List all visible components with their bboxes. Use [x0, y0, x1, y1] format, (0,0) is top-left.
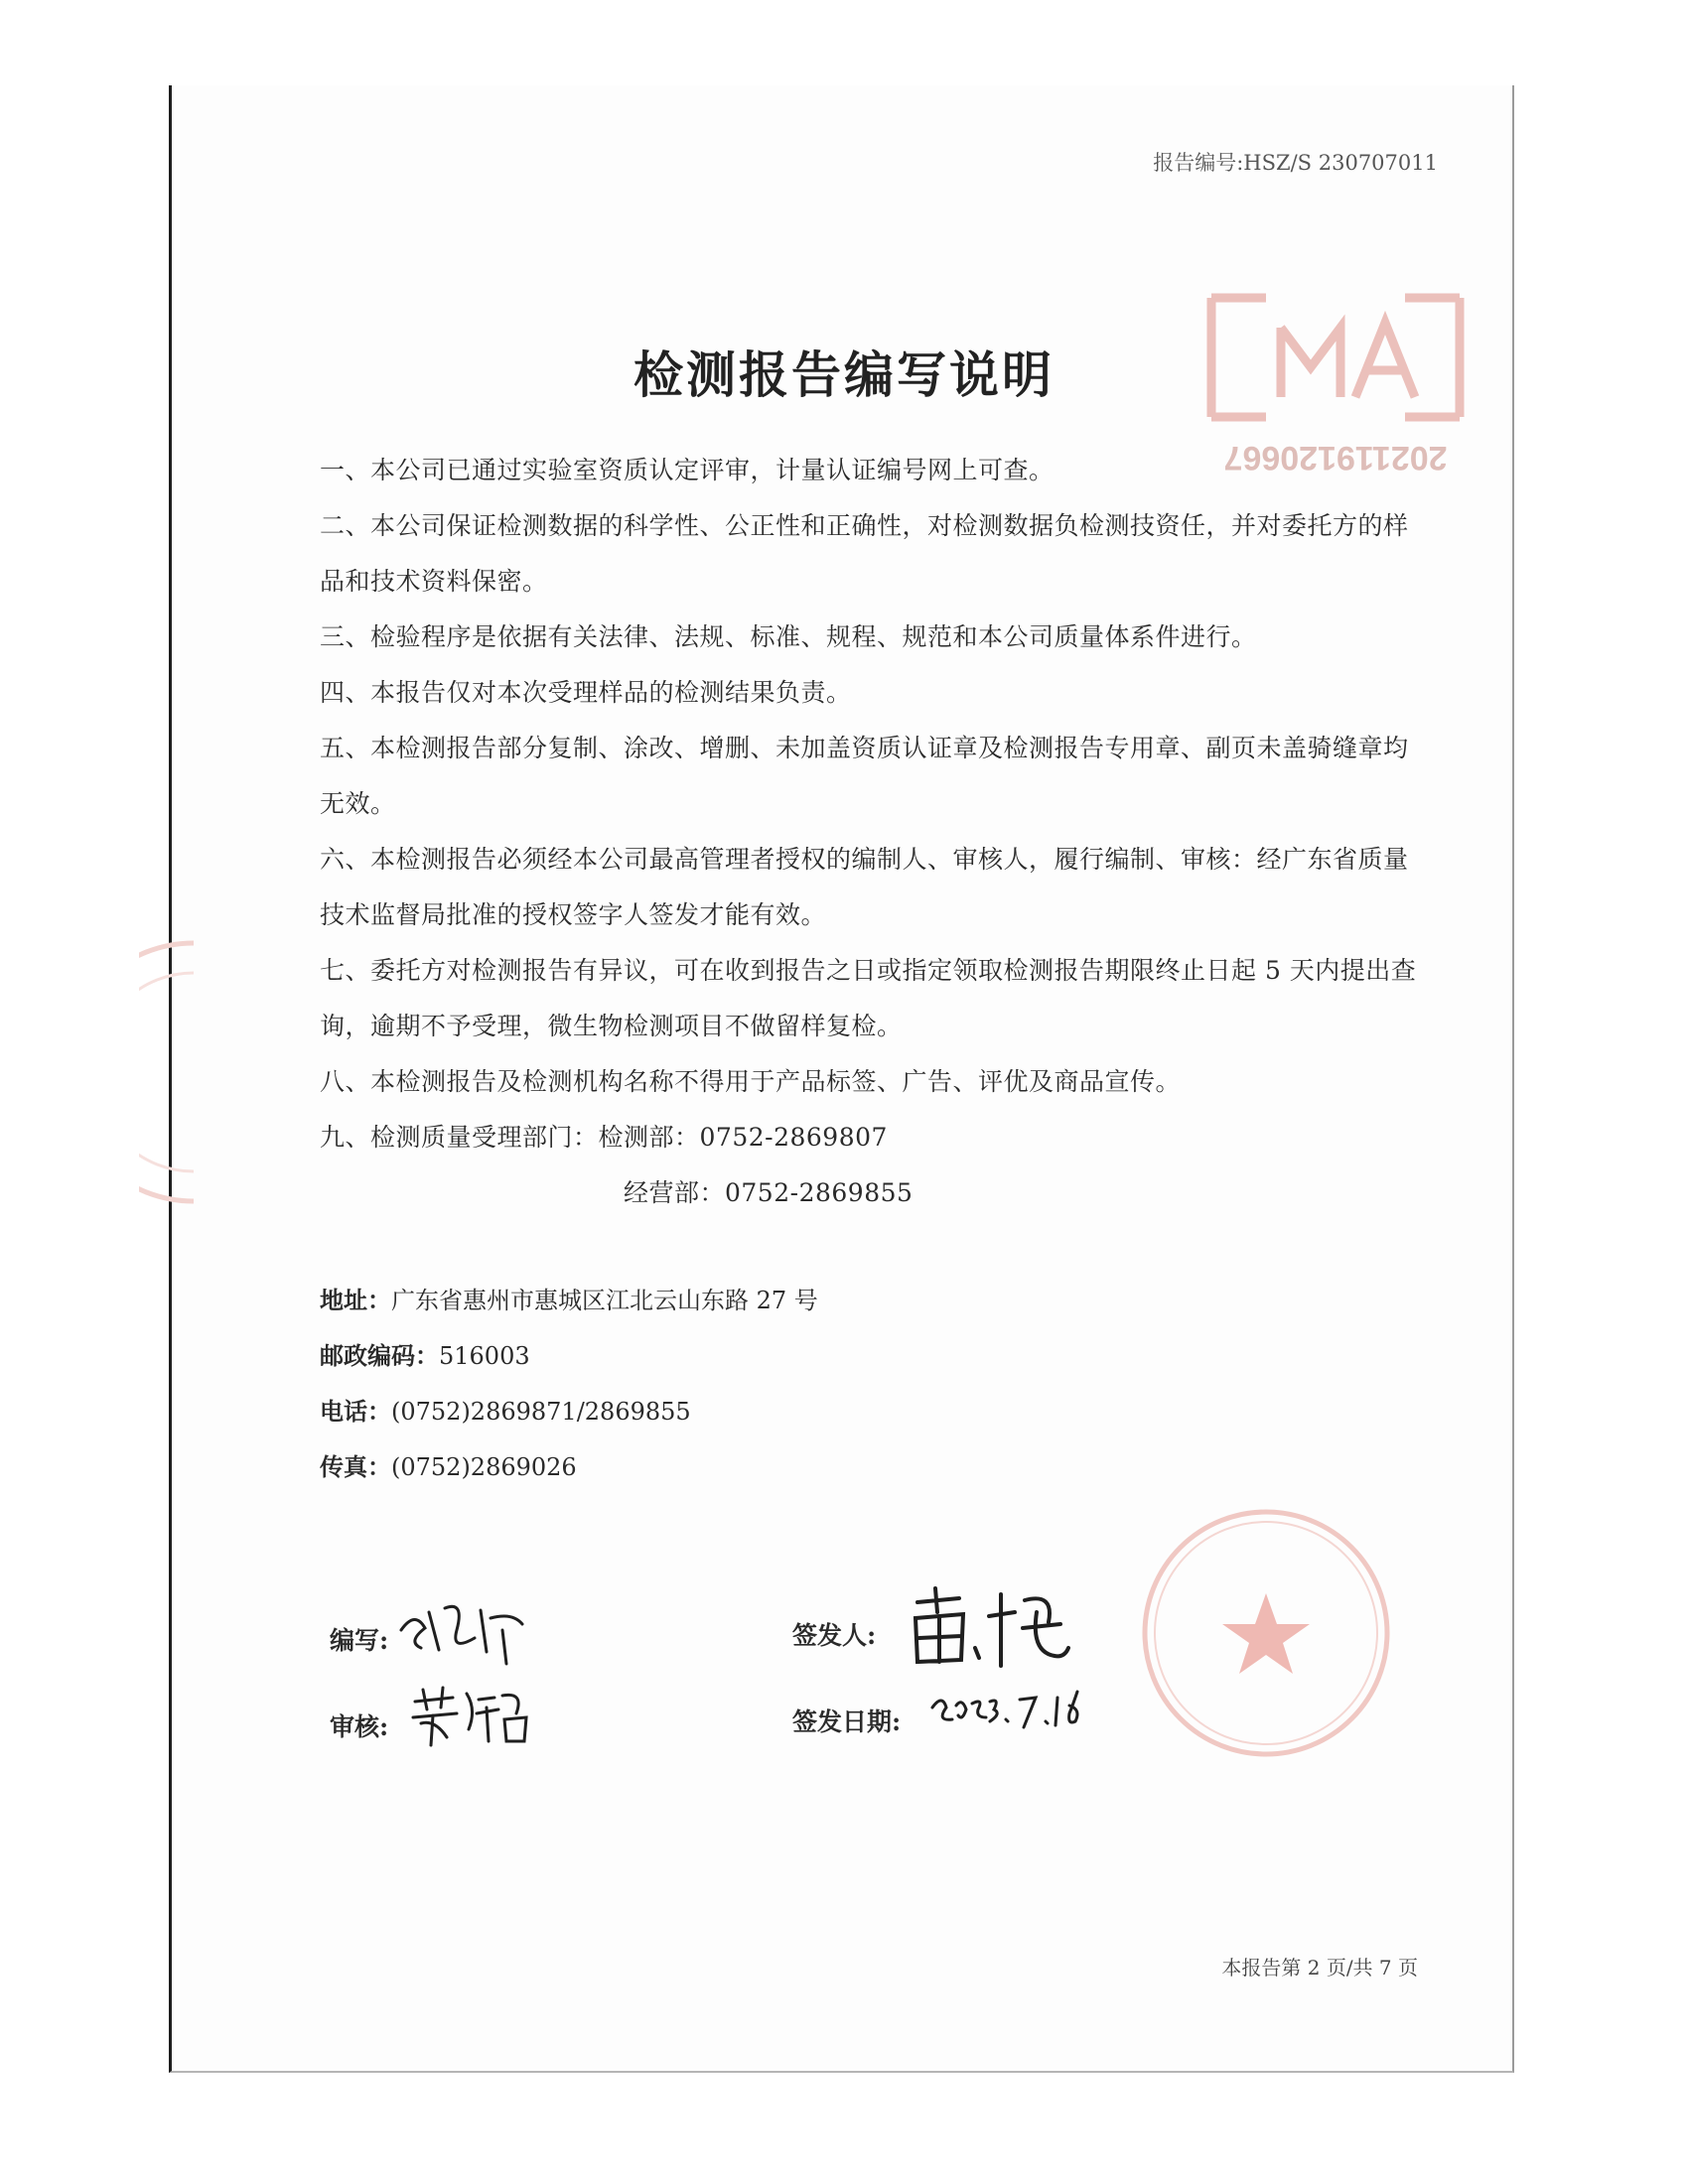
address-value: 广东省惠州市惠城区江北云山东路 27 号 — [391, 1287, 818, 1314]
business-dept-line: 经营部：0752-2869855 — [624, 1178, 914, 1207]
statement-item: 四、本报告仅对本次受理样品的检测结果负责。 — [320, 678, 852, 707]
statement-item: 三、检验程序是依据有关法律、法规、标准、规程、规范和本公司质量体系件进行。 — [320, 622, 1257, 651]
address-row — [320, 1273, 818, 1328]
author-signature — [395, 1590, 534, 1670]
company-seal — [1132, 1499, 1400, 1767]
fax-label: 传真： — [320, 1452, 391, 1481]
statement-item: 六、本检测报告必须经本公司最高管理者授权的编制人、审核人，履行编制、审核：经广东省质量技术监督局批准的授权签字人签发才能有效。 — [320, 845, 1409, 929]
statement-item: 七、委托方对检测报告有异议，可在收到报告之日或指定领取检测报告期限终止日起 5 天内提出查询，逾期不予受理，微生物检测项目不做留样复检。 — [320, 956, 1417, 1040]
phone-value: (0752)2869871/2869855 — [391, 1398, 691, 1426]
statement-item: 八、本检测报告及检测机构名称不得用于产品标签、广告、评优及商品宣传。 — [320, 1067, 1182, 1096]
author-label: 编写: — [330, 1626, 389, 1655]
phone-label: 电话： — [320, 1397, 391, 1426]
statement-item: 一、本公司已通过实验室资质认定评审，计量认证编号网上可查。 — [320, 456, 1055, 484]
statement-item: 五、本检测报告部分复制、涂改、增删、未加盖资质认证章及检测报告专用章、副页未盖骑缝章均无效。 — [320, 734, 1409, 818]
page-footer: 本报告第 2 页/共 7 页 — [1221, 1956, 1418, 1979]
phone-row — [320, 1384, 818, 1439]
statement-item: 二、本公司保证检测数据的科学性、公正性和正确性，对检测数据负检测技资任，并对委托方的样品和技术资料保密。 — [320, 511, 1409, 596]
seal-star-icon — [1222, 1593, 1310, 1674]
postcode-label: 邮政编码： — [320, 1341, 439, 1370]
page-title: 检测报告编写说明 — [633, 346, 1055, 404]
issue-date-signature — [928, 1676, 1087, 1735]
address-label: 地址： — [320, 1286, 391, 1314]
quality-dept-line: 九、检测质量受理部门：检测部：0752-2869807 — [320, 1123, 888, 1152]
reviewer-label: 审核: — [330, 1712, 389, 1741]
issue-date-label: 签发日期: — [792, 1707, 902, 1736]
seam-stamp — [139, 933, 199, 1211]
issuer-signature — [906, 1582, 1074, 1672]
contact-block — [320, 1273, 818, 1495]
reviewer-signature — [407, 1680, 536, 1749]
issuer-label: 签发人: — [792, 1621, 877, 1650]
fax-row — [320, 1439, 818, 1495]
cma-stamp-number: 202119120667 — [1223, 439, 1448, 477]
statement-list — [320, 443, 1432, 1221]
report-number: 报告编号:HSZ/S 230707011 — [1153, 151, 1438, 175]
fax-value: (0752)2869026 — [391, 1453, 577, 1481]
postcode-value: 516003 — [439, 1342, 530, 1370]
postcode-row — [320, 1328, 818, 1384]
